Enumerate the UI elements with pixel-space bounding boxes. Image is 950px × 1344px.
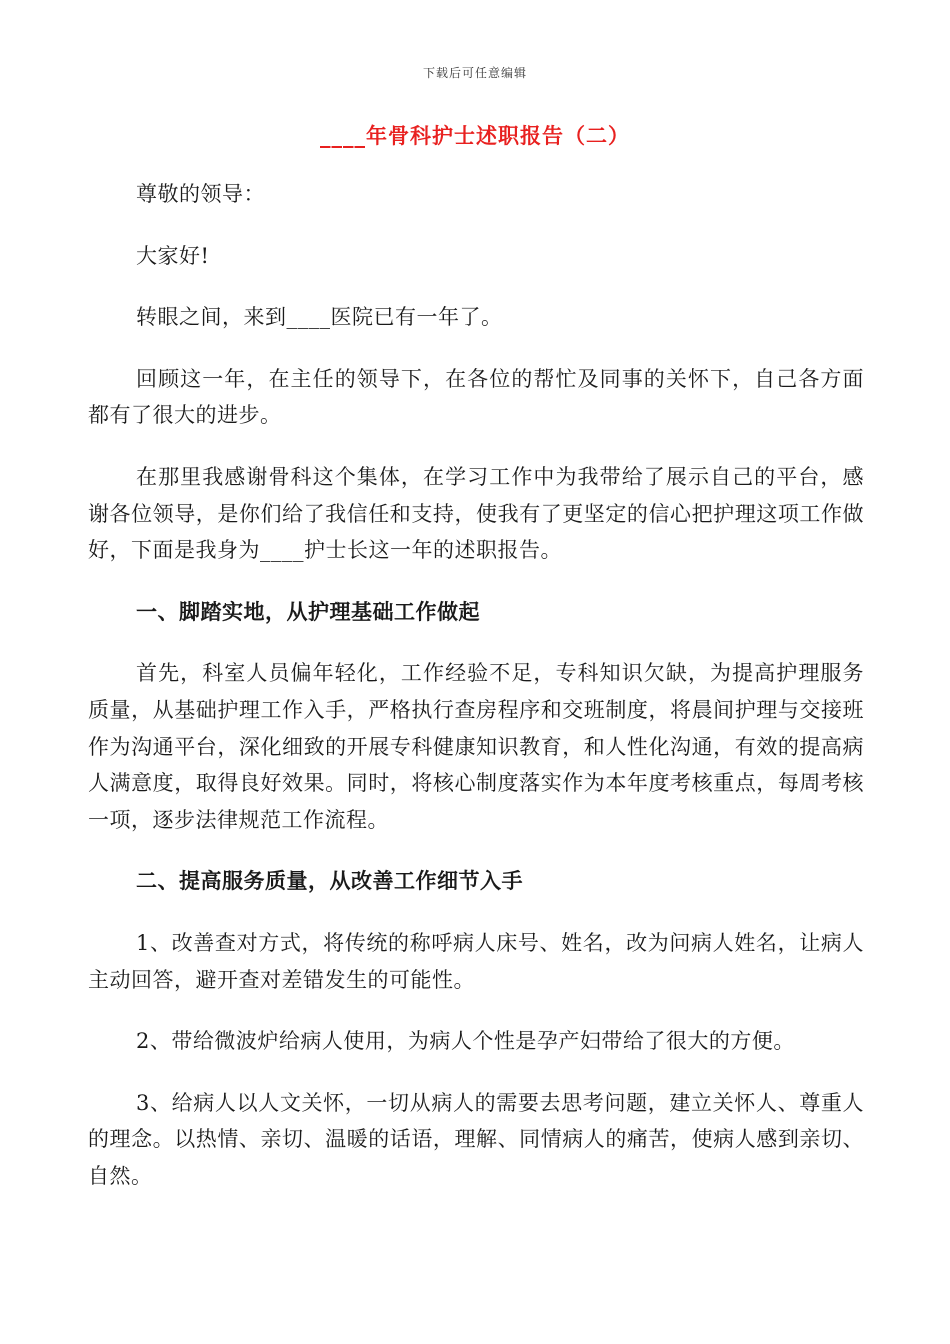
header-note: 下载后可任意编辑 — [422, 66, 527, 80]
page-title: ____年骨科护士述职报告（二） — [320, 123, 630, 148]
body-paragraph: 首先，科室人员偏年轻化，工作经验不足，专科知识欠缺，为提高护理服务质量，从基础护理工作入手，严格执行查房程序和交班制度，将晨间护理与交接班作为沟通平台，深化细致的开展专科健康知识教育，和人性化沟通，有效的提高病人满意度，取得良好效果。同时，将核心制度落实作为本年度考核重点，每周考核一项，逐步法律规范工作流程。 — [88, 661, 864, 832]
list-item: 3、给病人以人文关怀，一切从病人的需要去思考问题，建立关怀人、尊重人的理念。以热情、亲切、温暖的话语，理解、同情病人的痛苦，使病人感到亲切、自然。 — [88, 1090, 864, 1188]
list-item: 2、带给微波炉给病人使用，为病人个性是孕产妇带给了很大的方便。 — [136, 1029, 795, 1054]
document-body — [88, 176, 864, 1219]
greeting: 大家好! — [136, 243, 210, 268]
salutation: 尊敬的领导： — [136, 182, 265, 206]
body-paragraph: 回顾这一年，在主任的领导下，在各位的帮忙及同事的关怀下，自己各方面都有了很大的进步。 — [88, 366, 864, 428]
list-item: 1、改善查对方式，将传统的称呼病人床号、姓名，改为问病人姓名，让病人主动回答，避开查对差错发生的可能性。 — [88, 930, 864, 992]
body-paragraph: 转眼之间，来到____医院已有一年了。 — [136, 305, 503, 330]
body-paragraph: 在那里我感谢骨科这个集体，在学习工作中为我带给了展示自己的平台，感谢各位领导，是你们给了我信任和支持，使我有了更坚定的信心把护理这项工作做好，下面是我身为____护士长这一年的述职报告。 — [88, 464, 864, 563]
section-heading: 二、提高服务质量，从改善工作细节入手 — [136, 868, 523, 894]
section-heading: 一、脚踏实地，从护理基础工作做起 — [136, 598, 480, 624]
